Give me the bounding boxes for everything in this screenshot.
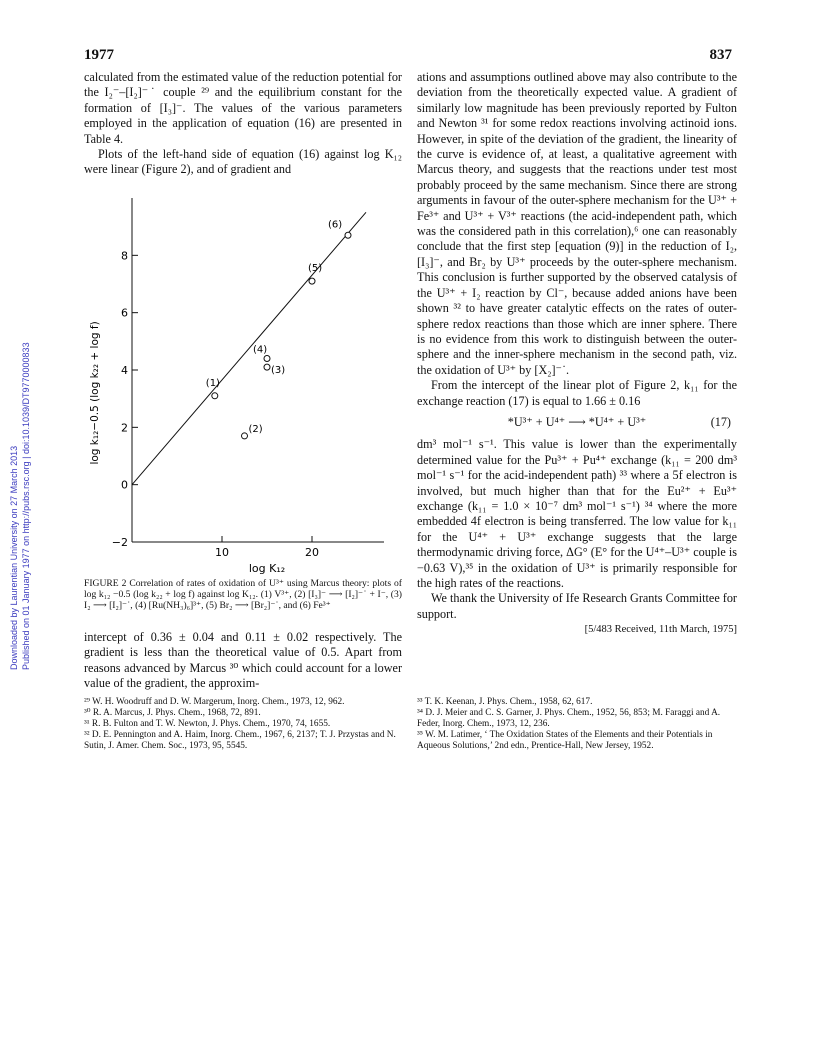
reference: ³⁴ D. J. Meier and C. S. Garner, J. Phys. Chem., 1952, 56, 853; M. Faraggi and A. Feder, Inorg. Chem., 1973, 12, 236. bbox=[417, 708, 721, 729]
point-label: (3) bbox=[271, 365, 286, 377]
left-column-top bbox=[84, 70, 402, 178]
data-point bbox=[264, 364, 270, 370]
x-tick-label: 10 bbox=[215, 546, 229, 559]
x-axis-label: log K₁₂ bbox=[248, 562, 286, 575]
reference: ³⁰ R. A. Marcus, J. Phys. Chem., 1968, 72, 891. bbox=[84, 708, 261, 718]
acknowledgement: We thank the University of Ife Research Grants Committee for support. bbox=[417, 591, 737, 621]
point-label: (2) bbox=[248, 423, 263, 435]
published-line[interactable]: Published on 01 January 1977 on http://pubs.rsc.org | doi:10.1039/DT9770000833 bbox=[21, 342, 31, 670]
y-tick-label: 4 bbox=[121, 364, 128, 377]
download-line[interactable]: Downloaded by Laurentian University on 27 March 2013 bbox=[9, 445, 19, 670]
y-tick-label: −2 bbox=[111, 536, 128, 549]
point-label: (5) bbox=[308, 263, 323, 275]
paragraph: From the intercept of the linear plot of Figure 2, k₁₁ for the exchange reaction (17) is equal to 1.66 ± 0.16 bbox=[417, 378, 737, 408]
paragraph: intercept of 0.36 ± 0.04 and 0.11 ± 0.02 respectively. The gradient is less than the theoretical value of 0.5. Apart from reasons advanced by Marcus ³⁰ which could account for a lower value of the gradient, the approxim- bbox=[84, 630, 402, 691]
y-tick-label: 6 bbox=[121, 306, 128, 320]
scatter-plot bbox=[84, 190, 404, 580]
data-point bbox=[309, 278, 315, 284]
point-label: (1) bbox=[205, 377, 220, 389]
data-point bbox=[345, 232, 351, 238]
reference: ³² D. E. Pennington and A. Haim, Inorg. Chem., 1967, 6, 2137; T. J. Przystas and N. Sutin, J. Amer. Chem. Soc., 1973, 95, 5545. bbox=[84, 730, 396, 751]
reference: ²⁹ W. H. Woodruff and D. W. Margerum, Inorg. Chem., 1973, 12, 962. bbox=[84, 697, 345, 707]
figure-caption: FIGURE 2 Correlation of rates of oxidation of U³⁺ using Marcus theory: plots of log k₁₂ −0.5 (log k₂₂ + log f) against log K₁₂. (1) V³⁺, (2) [I₃]⁻ ⟶ [I₂]⁻˙ + I⁻, (3) I₂ ⟶ [I₂]⁻˙, (4) [Ru(NH₃)₆]³⁺, (5) Br₂ ⟶ [Br₂]⁻˙, and (6) Fe³⁺ bbox=[84, 578, 402, 612]
right-column bbox=[417, 70, 737, 638]
figure-2-chart bbox=[84, 190, 404, 580]
equation-number: (17) bbox=[710, 414, 731, 429]
references-left bbox=[84, 697, 404, 752]
reference: ³³ T. K. Keenan, J. Phys. Chem., 1958, 62, 617. bbox=[417, 697, 593, 707]
x-tick-label: 20 bbox=[305, 546, 319, 559]
reference: ³¹ R. B. Fulton and T. W. Newton, J. Phys. Chem., 1970, 74, 1655. bbox=[84, 719, 331, 729]
received-date: [5/483 Received, 11th March, 1975] bbox=[584, 624, 737, 636]
left-column-bottom bbox=[84, 630, 402, 692]
year-header: 1977 bbox=[84, 47, 114, 63]
paragraph: Plots of the left-hand side of equation (16) against log K₁₂ were linear (Figure 2), and of gradient and bbox=[84, 147, 402, 177]
data-point bbox=[212, 393, 218, 399]
paragraph: ations and assumptions outlined above may also contribute to the deviation from the theoretically expected value. A gradient of similarly low magnitude has been previously reported by Fulton and Newton ³¹ for some redox reactions involving actinoid ions. However, in spite of the deviation of the gradient, the linearity of the curve is evidence of, at least, a qualitative agreement with Marcus theory, and suggests that the reactions under test most probably proceed by the same mechanism. Since there are strong arguments in favour of the outer-sphere mechanism for the U³⁺ + Fe³⁺ and U³⁺ + V³⁺ reactions (the acid-independent path, which was the considered path in this correlation),⁶ one can reasonably conclude that the first step [equation (9)] in the reduction of I₂, [I₃]⁻, and Br₂ by U³⁺ proceeds by the outer-sphere mechanism. This conclusion is further supported by the observed catalysis of the U³⁺ + I₂ reaction by Cl⁻, because added anions have been shown ³² to have greater catalytic effects on the rates of outer-sphere redox reactions than those which are inner sphere. There is no evidence from this work to distinguish between the outer-sphere and the inner-sphere mechanism in the second path, viz. the oxidation of U³⁺ by [X₂]⁻˙. bbox=[417, 70, 737, 377]
reference: ³⁵ W. M. Latimer, ‘ The Oxidation States of the Elements and their Potentials in Aqueous Solutions,’ 2nd edn., Prentice-Hall, New Jersey, 1952. bbox=[417, 730, 713, 751]
page-number: 837 bbox=[709, 47, 732, 63]
equation-17 bbox=[417, 415, 737, 430]
fit-line bbox=[132, 212, 366, 484]
references-right bbox=[417, 697, 737, 752]
data-point bbox=[264, 356, 270, 362]
equation-text: *U³⁺ + U⁴⁺ ⟶ *U⁴⁺ + U³⁺ bbox=[507, 414, 647, 429]
y-tick-label: 8 bbox=[121, 249, 128, 263]
point-label: (6) bbox=[328, 219, 343, 231]
download-watermark bbox=[2, 250, 30, 670]
data-point bbox=[242, 433, 248, 439]
y-axis-label: log k₁₂−0.5 (log k₂₂ + log f) bbox=[89, 321, 101, 465]
point-label: (4) bbox=[253, 344, 268, 356]
y-tick-label: 2 bbox=[121, 421, 128, 435]
paragraph: dm³ mol⁻¹ s⁻¹. This value is lower than the experimentally determined value for the Pu³⁺ + Pu⁴⁺ exchange (k₁₁ = 200 dm³ mol⁻¹ s⁻¹ for the acid-independent path) ³³ where a 5f electron is involved, but much higher than that for the Eu²⁺ + Eu³⁺ exchange (k₁₁ = 1.0 × 10⁻⁷ dm³ mol⁻¹ s⁻¹) ³⁴ where the more embedded 4f electron is being transferred. The low value for k₁₁ for the U⁴⁺ + U³⁺ exchange suggests that the large thermodynamic driving force, ΔG° (E° for the U⁴⁺–U³⁺ couple is −0.63 V),³⁵ in the oxidation of U³⁺ is primarily responsible for the high rates of the reactions. bbox=[417, 437, 737, 590]
paragraph: calculated from the estimated value of the reduction potential for the I₂⁻–[I₂]⁻˙ couple ²⁹ and the equilibrium constant for the formation of [I₃]⁻. The values of the various parameters employed in the application of equation (16) are presented in Table 4. bbox=[84, 70, 402, 146]
y-tick-label: 0 bbox=[121, 478, 128, 492]
